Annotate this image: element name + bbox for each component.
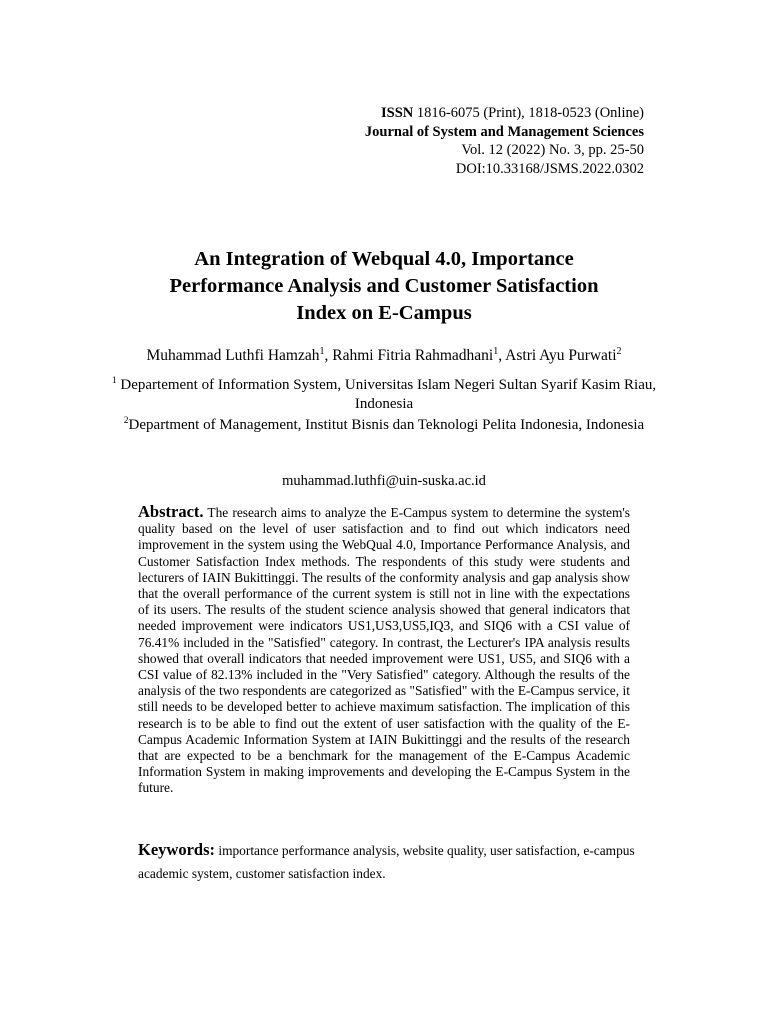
- keywords: [138, 838, 638, 885]
- affiliation-mark: 2: [123, 416, 129, 426]
- author-name: Astri Ayu Purwati: [505, 347, 617, 364]
- author-separator: ,: [498, 347, 506, 364]
- author-list: [60, 346, 708, 366]
- author-affiliation-mark: 1: [493, 346, 499, 357]
- abstract-label: Abstract.: [138, 502, 204, 521]
- issn-line: [365, 104, 644, 123]
- journal-name: Journal of System and Management Sciences: [364, 123, 644, 140]
- affiliation-text: Department of Management, Institut Bisnis dan Teknologi Pelita Indonesia, Indonesia: [128, 417, 645, 433]
- issn-text: 1816-6075 (Print), 1818-0523 (Online): [413, 105, 644, 121]
- affiliation-text: Departement of Information System, Universitas Islam Negeri Sultan Syarif Kasim Riau, Indonesia: [116, 377, 657, 412]
- keywords-text: importance performance analysis, website quality, user satisfaction, e-campus academic system, customer satisfaction index.: [138, 843, 635, 881]
- journal-header: [365, 104, 644, 178]
- title-line-1: An Integration of Webqual 4.0, Importance: [194, 248, 574, 270]
- author-affiliation-mark: 2: [616, 346, 622, 357]
- author-name: Muhammad Luthfi Hamzah: [146, 347, 320, 364]
- title-line-3: Index on E-Campus: [296, 302, 472, 324]
- author-affiliation-mark: 1: [319, 346, 325, 357]
- affiliation-mark: 1: [111, 376, 117, 386]
- title-line-2: Performance Analysis and Customer Satisfaction: [169, 275, 599, 297]
- abstract-text: The research aims to analyze the E-Campus system to determine the system's quality based on the level of user satisfaction and to find out which indicators need improvement in the system using the WebQual 4.0, Importance Performance Analysis, and Customer Satisfaction Index methods. The respondents of this study were students and lecturers of IAIN Bukittinggi. The results of the conformity analysis and gap analysis show that the overall performance of the current system is still not in line with the expectations of its users. The results of the student science analysis showed that general indicators that needed improvement were indicators US1,US3,US5,IQ3, and SIQ6 with a CSI value of 76.41% included in the "Satisfied" category. In contrast, the Lecturer's IPA analysis results showed that overall indicators that needed improvement were US1, US5, and SIQ6 with a CSI value of 82.13% included in the "Very Satisfied" category. Although the results of the analysis of the two respondents are categorized as "Satisfied" with the E-Campus service, it still needs to be developed better to achieve maximum satisfaction. The implication of this research is to be able to find out the extent of user satisfaction with the quality of the E-Campus Academic Information System at IAIN Bukittinggi and the results of the research that are expected to be a benchmark for the management of the E-Campus Academic Information System in making improvements and developing the E-Campus System in the future.: [138, 505, 630, 796]
- doi: DOI:10.33168/JSMS.2022.0302: [455, 160, 644, 177]
- author-separator: ,: [324, 347, 333, 364]
- author-name: Rahmi Fitria Rahmadhani: [332, 347, 494, 364]
- volume-info: Vol. 12 (2022) No. 3, pp. 25-50: [461, 142, 644, 158]
- affiliation-2: [100, 416, 668, 435]
- abstract: [138, 504, 630, 797]
- affiliation-1: [100, 376, 668, 414]
- keywords-label: Keywords:: [138, 840, 215, 859]
- corresponding-email: muhammad.luthfi@uin-suska.ac.id: [282, 473, 486, 489]
- paper-title: [84, 246, 684, 327]
- issn-label: ISSN: [380, 105, 414, 121]
